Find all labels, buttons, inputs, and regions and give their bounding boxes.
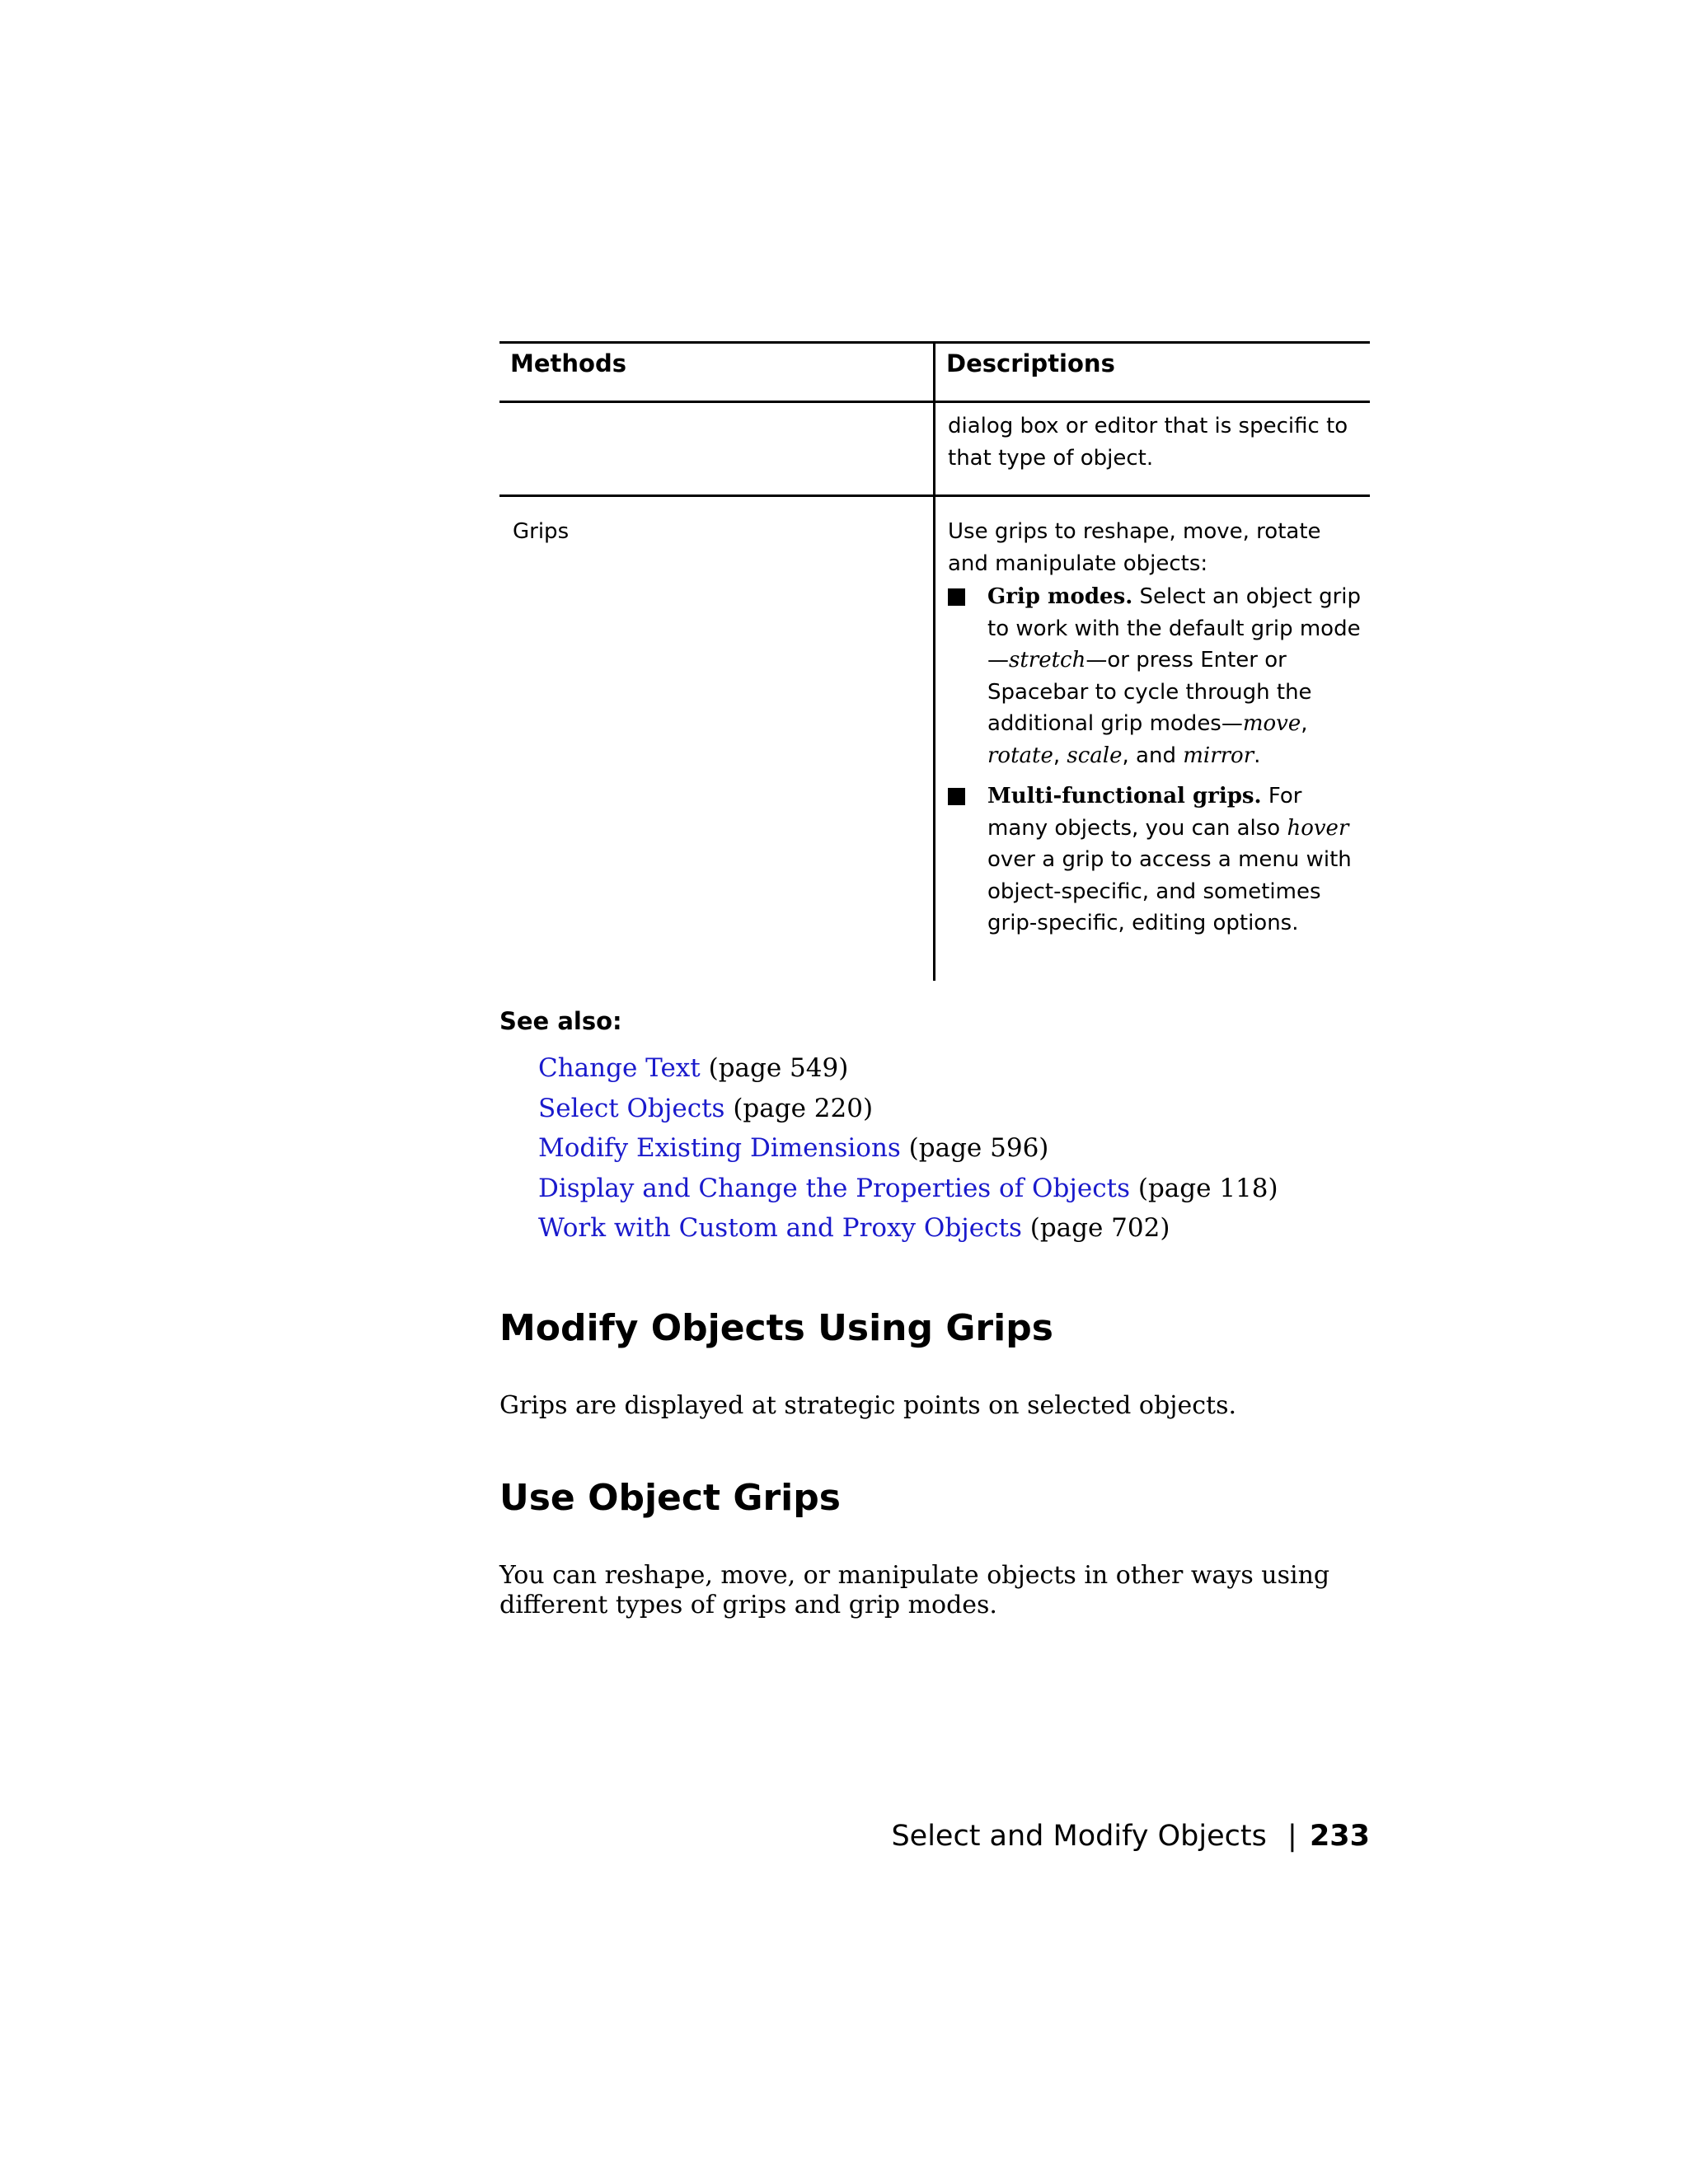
see-also-link-row — [538, 1169, 1445, 1209]
page-ref: (page 118) — [1137, 1173, 1278, 1203]
section-body-modify-objects: Grips are displayed at strategic points on selected objects. — [499, 1391, 1237, 1420]
link-custom-proxy-objects[interactable]: Work with Custom and Proxy Objects — [538, 1213, 1022, 1243]
see-also-link-row — [538, 1208, 1445, 1249]
see-also-link-row — [538, 1089, 1445, 1129]
link-modify-existing-dimensions[interactable]: Modify Existing Dimensions — [538, 1133, 901, 1163]
see-also-title: See also: — [499, 1007, 622, 1035]
bullet-text: For many objects, you can also — [987, 784, 1302, 841]
bullet-text: Select an object grip to work with the default grip mode— — [987, 584, 1362, 673]
page-footer — [891, 1820, 1370, 1853]
footer-page-number: 233 — [1309, 1820, 1370, 1853]
page-ref: (page 596) — [908, 1133, 1049, 1163]
link-change-text[interactable]: Change Text — [538, 1053, 701, 1083]
row2-description — [948, 516, 1364, 940]
see-also-links — [538, 1048, 1445, 1249]
bullet-title: Grip modes. — [987, 584, 1133, 609]
bullet-title: Multi-functional grips. — [987, 784, 1262, 808]
row1-description: dialog box or editor that is specific to that type of object. — [948, 414, 1348, 471]
link-display-change-properties[interactable]: Display and Change the Properties of Objects — [538, 1173, 1130, 1203]
footer-separator: | — [1287, 1820, 1297, 1853]
bullet-square-icon — [948, 588, 965, 606]
page-ref: (page 220) — [733, 1093, 874, 1123]
grip-bullet-list — [948, 581, 1364, 940]
section-heading-use-object-grips: Use Object Grips — [499, 1477, 841, 1519]
header-descriptions: Descriptions — [946, 349, 1115, 377]
page-ref: (page 702) — [1029, 1213, 1170, 1243]
see-also-link-row — [538, 1128, 1445, 1169]
list-item: Multi-functional grips. For many objects, you can also hover over a grip to access a menu with object-specific, and sometimes grip-specific, editing options. — [948, 780, 1364, 940]
section-body-use-object-grips: You can reshape, move, or manipulate objects in other ways using different types of grips and grip modes. — [499, 1561, 1330, 1619]
bullet-square-icon — [948, 788, 965, 805]
see-also-link-row — [538, 1048, 1445, 1089]
header-methods: Methods — [510, 349, 626, 377]
footer-chapter: Select and Modify Objects — [891, 1820, 1267, 1853]
row2-intro: Use grips to reshape, move, rotate and manipulate objects: — [948, 519, 1321, 576]
table-column-divider — [933, 341, 935, 981]
list-item: Grip modes. Select an object grip to work with the default grip mode—stretch—or press Enter or Spacebar to cycle through the additional grip modes—move, rotate, scale, and mirror. — [948, 581, 1364, 771]
row2-method: Grips — [513, 519, 570, 544]
link-select-objects[interactable]: Select Objects — [538, 1093, 725, 1123]
section-heading-modify-objects: Modify Objects Using Grips — [499, 1307, 1053, 1349]
page-ref: (page 549) — [708, 1053, 849, 1083]
